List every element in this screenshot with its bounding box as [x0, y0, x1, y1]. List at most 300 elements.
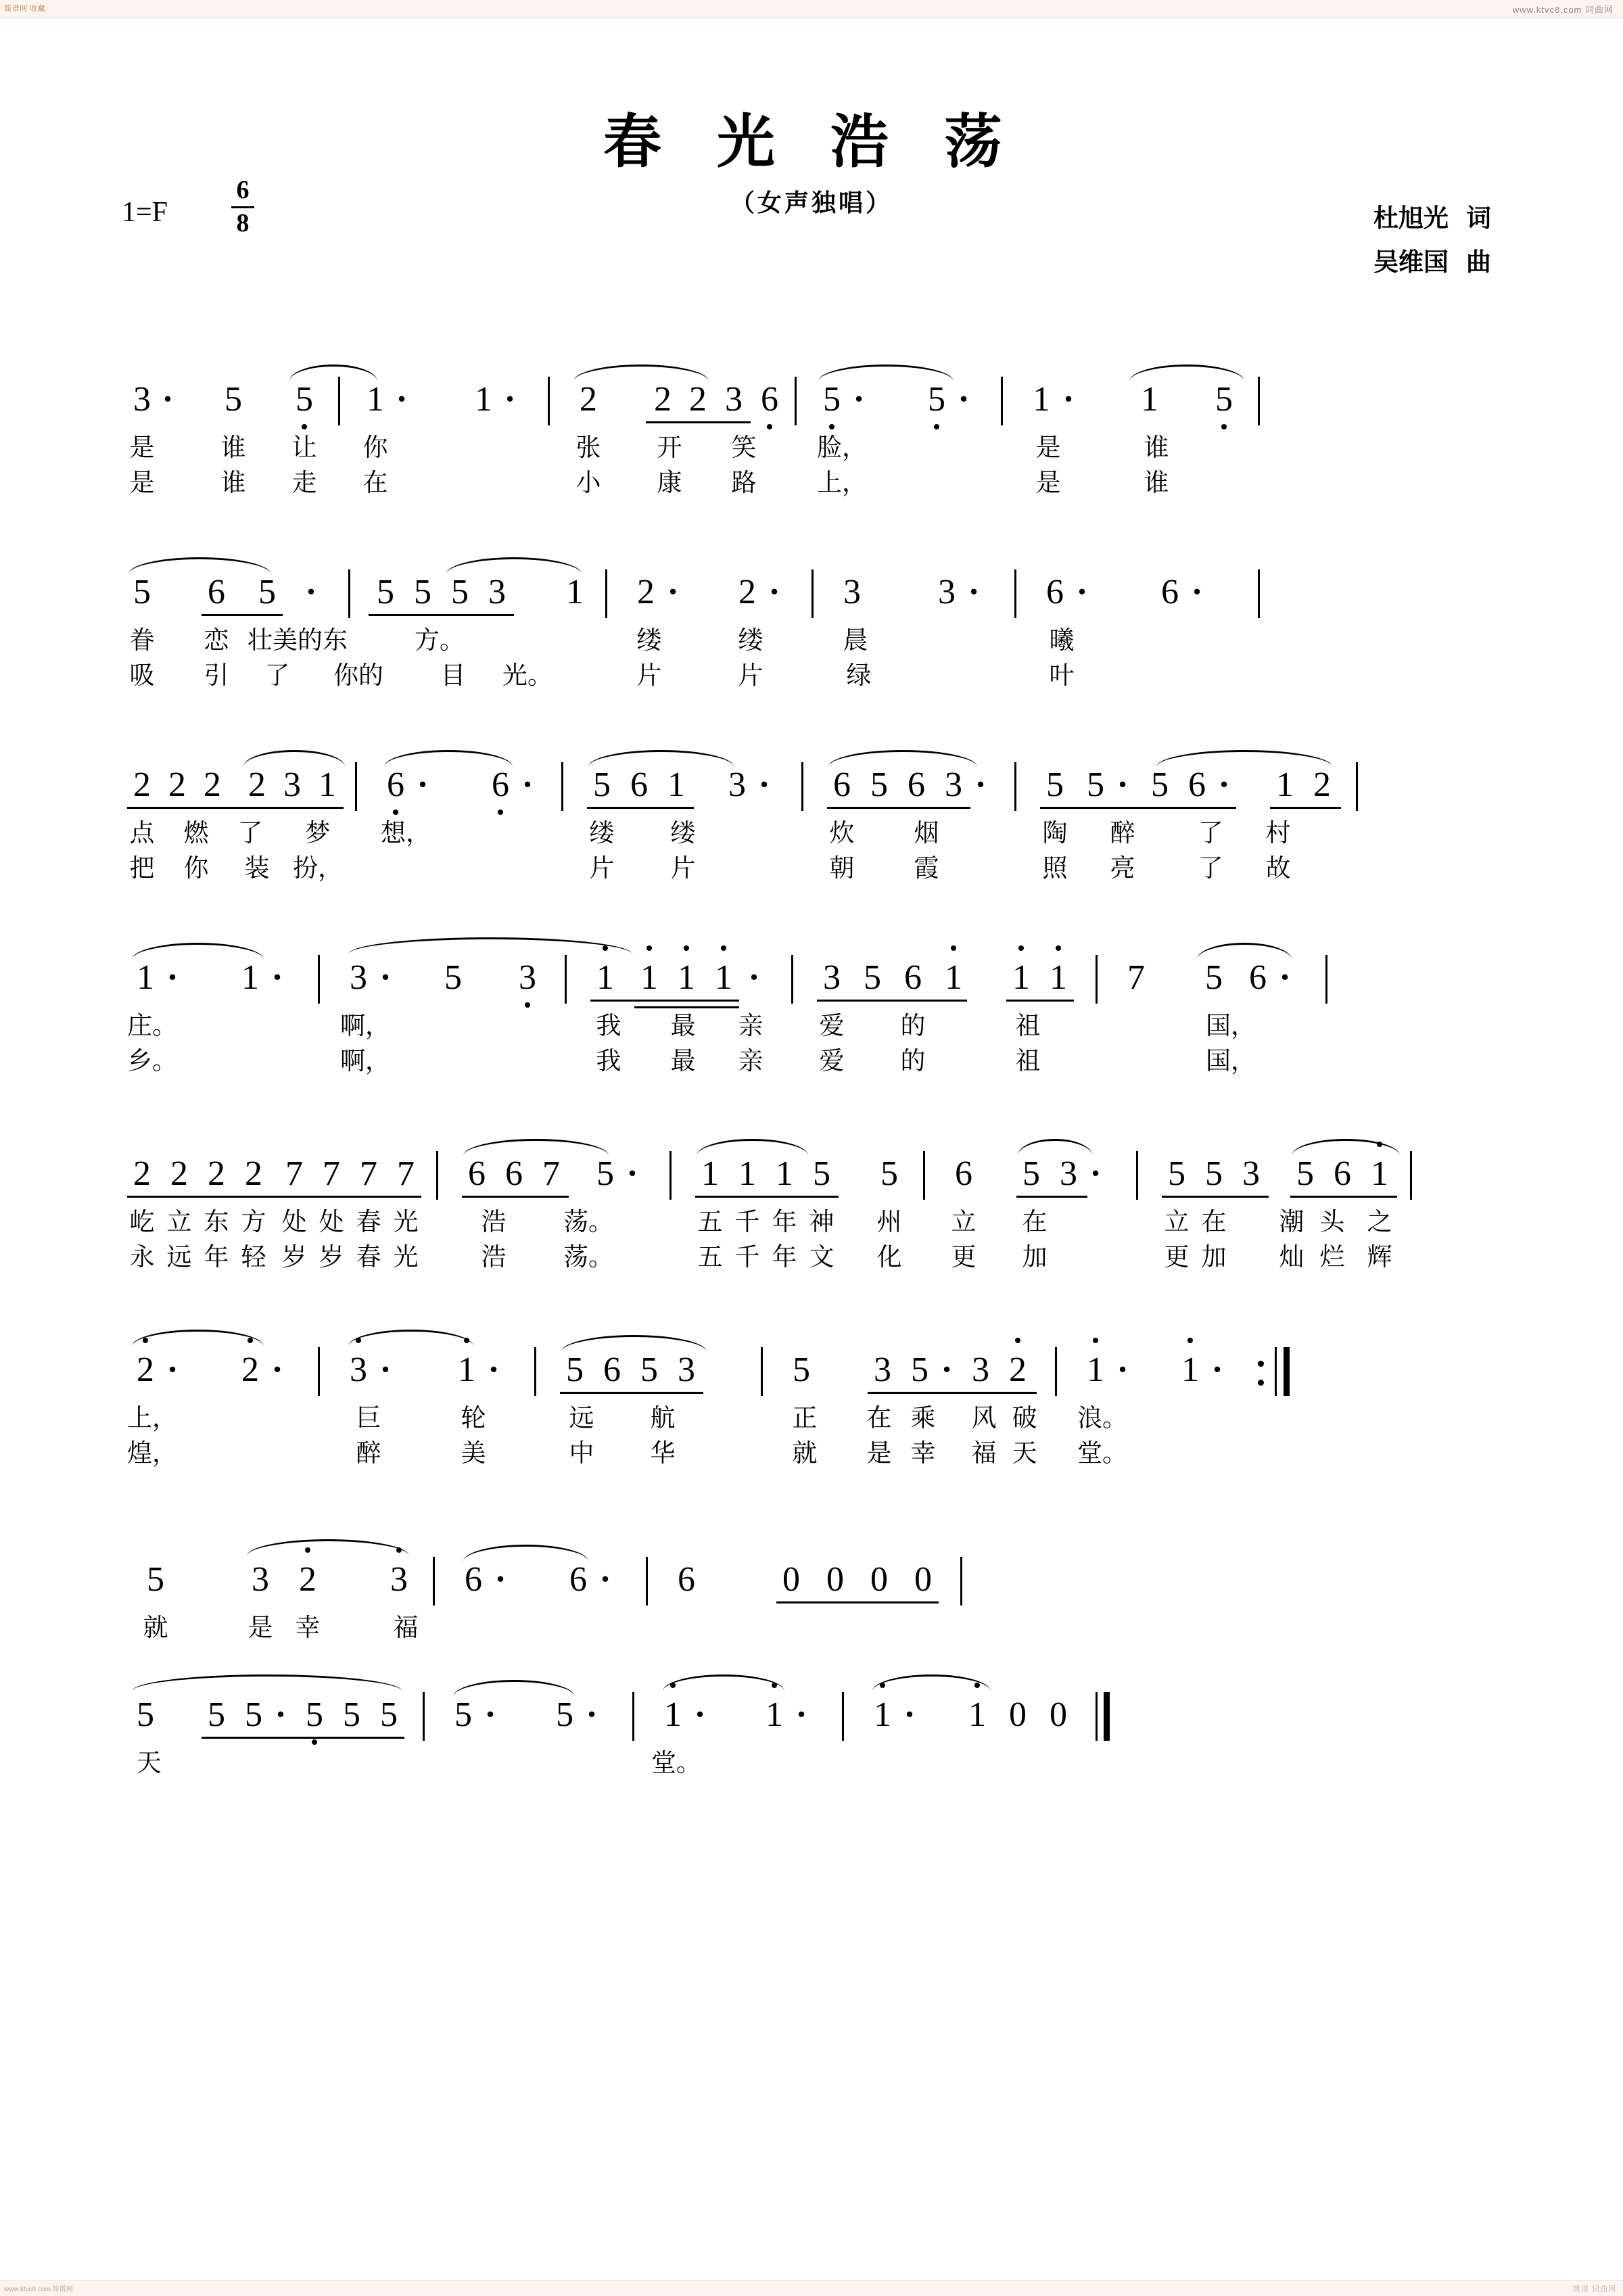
repeat-dot — [1258, 1380, 1264, 1386]
lyric: 故 — [1265, 853, 1291, 883]
note: 6 — [468, 1154, 486, 1193]
lyric: 千 — [734, 1242, 760, 1271]
lyric: 庄。 — [127, 1011, 177, 1040]
lyric: 在 — [866, 1403, 892, 1432]
song-subtitle: （女声独唱） — [730, 189, 893, 217]
lyric: 是 — [866, 1438, 892, 1468]
lyric: 五 — [697, 1242, 723, 1271]
lyric-row-8-verse1 — [115, 1742, 1508, 1777]
note: 5 — [566, 1351, 584, 1389]
lyric: 春 — [356, 1242, 381, 1271]
lyric: 是 — [129, 468, 155, 497]
note: 2 — [204, 766, 221, 804]
lyric: 了 — [1198, 853, 1223, 883]
note: 1 — [241, 958, 259, 997]
lyric: 神 — [809, 1207, 834, 1236]
lyric: 年 — [772, 1207, 797, 1236]
barline — [791, 955, 793, 1004]
lyric: 燃 — [183, 818, 209, 847]
note: 1 — [1181, 1351, 1199, 1389]
lyric: 春 — [356, 1207, 381, 1236]
lyric: 荡。 — [563, 1207, 613, 1236]
lyric: 煌， — [127, 1438, 177, 1468]
lyric: 州 — [876, 1207, 902, 1236]
dot: · — [1191, 573, 1203, 611]
lyric: 永 — [129, 1242, 155, 1271]
note: 6 — [904, 958, 922, 997]
slur — [132, 1674, 402, 1691]
dot: · — [795, 1695, 807, 1734]
note: 6 — [833, 766, 851, 804]
note: 5 — [864, 958, 881, 997]
lyric: 祖 — [1015, 1011, 1041, 1040]
lyric: 浪。 — [1077, 1403, 1127, 1432]
dot: · — [162, 380, 174, 419]
note: 6 — [387, 766, 404, 804]
note: 3 — [823, 958, 841, 997]
dot: · — [488, 1351, 500, 1389]
lyric: 脸， — [817, 433, 867, 462]
composer-line — [1373, 240, 1491, 284]
beam — [868, 1392, 1037, 1394]
beam — [127, 1196, 421, 1198]
beam — [587, 807, 694, 809]
slur — [561, 1335, 707, 1352]
high-octave-dot — [1015, 1338, 1020, 1343]
lyric-row-6-verse1 — [115, 1397, 1508, 1432]
lyric: 了 — [264, 661, 290, 690]
note: 5 — [1168, 1154, 1185, 1193]
dot: · — [271, 958, 283, 997]
note: 1 — [475, 380, 492, 419]
note: 5 — [133, 573, 151, 611]
dot: · — [626, 1154, 638, 1193]
dot: · — [379, 1351, 392, 1389]
lyric-row-7-verse1 — [115, 1607, 1508, 1642]
note: 0 — [870, 1560, 888, 1599]
note: 2 — [689, 380, 707, 419]
dot: · — [504, 380, 516, 419]
dot: · — [1062, 380, 1075, 419]
music-system-1 — [115, 369, 1508, 497]
slur — [132, 1330, 264, 1346]
note: 6 — [955, 1154, 972, 1193]
dot: · — [521, 766, 534, 804]
barline — [1325, 955, 1327, 1004]
note: 3 — [133, 380, 151, 419]
note: 2 — [168, 766, 186, 804]
note: 2 — [1009, 1351, 1027, 1389]
lyric: 点 — [129, 818, 155, 847]
lyric: 张 — [575, 433, 601, 462]
dot: · — [275, 1695, 287, 1734]
lyric: 千 — [734, 1207, 760, 1236]
note: 7 — [323, 1154, 340, 1193]
dot: · — [484, 1695, 496, 1734]
music-system-5 — [115, 1143, 1508, 1271]
note: 5 — [137, 1695, 154, 1734]
note: 5 — [444, 958, 462, 997]
lyric: 谁 — [1144, 433, 1169, 462]
dot: · — [941, 1351, 953, 1389]
note: 5 — [225, 380, 242, 419]
note: 6 — [1161, 573, 1179, 611]
dot: · — [974, 766, 987, 804]
lyric: 小 — [575, 468, 601, 497]
beam — [1162, 1196, 1269, 1198]
bottom-watermark-bar — [0, 2280, 1623, 2296]
barline — [812, 569, 814, 618]
meter-denominator: 8 — [236, 208, 250, 237]
note: 2 — [170, 1154, 188, 1193]
dot: · — [494, 1560, 507, 1599]
note: 6 — [1249, 958, 1267, 997]
lyric: 更 — [951, 1242, 977, 1271]
lyric: 是 — [1035, 433, 1061, 462]
slur — [348, 1330, 473, 1346]
lyric: 在 — [1201, 1207, 1227, 1236]
note: 2 — [137, 1351, 154, 1389]
note: 3 — [390, 1560, 408, 1599]
note: 6 — [492, 766, 509, 804]
lyric: 堂。 — [1077, 1438, 1127, 1468]
note-row-6 — [115, 1339, 1508, 1397]
lyric: 路 — [731, 468, 757, 497]
high-octave-dot — [1187, 1338, 1193, 1343]
note: 0 — [1009, 1695, 1027, 1734]
lyric: 处 — [281, 1207, 307, 1236]
dot: · — [694, 1695, 706, 1734]
beam — [817, 1000, 967, 1002]
lyric-row-4-verse2 — [115, 1040, 1508, 1075]
lyric: 你 — [183, 853, 209, 883]
dot: · — [166, 958, 179, 997]
note: 5 — [147, 1560, 164, 1599]
barline — [423, 1692, 425, 1741]
dot: · — [968, 573, 980, 611]
barline — [433, 1557, 435, 1606]
note: 1 — [458, 1351, 475, 1389]
top-right-watermark: www.ktvc8.com 词曲网 — [1512, 5, 1614, 15]
note: 2 — [133, 766, 151, 804]
beam — [827, 807, 970, 809]
lyric: 就 — [792, 1438, 818, 1468]
barline — [842, 1692, 844, 1741]
note: 1 — [874, 1695, 891, 1734]
note: 1 — [667, 766, 685, 804]
barline — [646, 1557, 648, 1606]
barline — [960, 1557, 962, 1606]
lyric: 东 — [204, 1207, 229, 1236]
note: 5 — [343, 1695, 360, 1734]
lyric-row-1-verse1 — [115, 427, 1508, 462]
note: 5 — [823, 380, 841, 419]
note: 5 — [813, 1154, 830, 1193]
top-left-watermark: 简谱网 收藏 — [4, 5, 46, 13]
lyric: 亲 — [738, 1046, 763, 1075]
note: 2 — [241, 1351, 259, 1389]
barline — [632, 1692, 634, 1741]
note: 5 — [306, 1695, 323, 1734]
lyric: 晨 — [843, 626, 868, 655]
slur — [1018, 1139, 1092, 1156]
lyric: 年 — [772, 1242, 797, 1271]
note: 3 — [972, 1351, 989, 1389]
note: 6 — [630, 766, 648, 804]
lyric: 片 — [636, 661, 662, 690]
barline — [1096, 955, 1098, 1004]
lyric: 岁 — [319, 1242, 344, 1271]
high-octave-dot — [1056, 945, 1061, 951]
note: 5 — [1087, 766, 1104, 804]
lyric: 缕 — [636, 626, 662, 655]
note: 5 — [1296, 1154, 1314, 1193]
lyric: 堂。 — [651, 1748, 701, 1777]
lyric: 装 — [244, 853, 270, 883]
beam — [127, 807, 344, 809]
note: 3 — [728, 766, 746, 804]
lyric: 醉 — [356, 1438, 381, 1468]
lyric: 扮， — [293, 853, 343, 883]
note: 6 — [1046, 573, 1064, 611]
lyric: 目 — [440, 661, 466, 690]
note: 5 — [556, 1695, 573, 1734]
meter-numerator: 6 — [236, 176, 250, 204]
barline — [923, 1151, 925, 1200]
note: 5 — [1151, 766, 1169, 804]
beam — [462, 1196, 569, 1198]
note: 3 — [945, 766, 962, 804]
lyric: 祖 — [1015, 1046, 1041, 1075]
lyric: 中 — [569, 1438, 594, 1468]
note: 7 — [542, 1154, 560, 1193]
beam — [202, 1737, 404, 1739]
bottom-left-watermark: www.ktvc8.com 简谱网 — [4, 2286, 73, 2293]
lyric: 朝 — [829, 853, 855, 883]
note: 5 — [870, 766, 888, 804]
lyric: 立 — [166, 1207, 192, 1236]
lyricist-role: 词 — [1466, 203, 1491, 233]
beam — [590, 1000, 739, 1002]
credits-block — [1373, 196, 1491, 284]
lyric: 处 — [319, 1207, 344, 1236]
music-system-7 — [115, 1549, 1508, 1642]
note: 1 — [319, 766, 336, 804]
lyric: 在 — [1022, 1207, 1048, 1236]
lyric: 的 — [900, 1046, 926, 1075]
lyric: 缕 — [738, 626, 763, 655]
lyric: 烟 — [914, 818, 939, 847]
lyric: 烂 — [1319, 1242, 1345, 1271]
lyric: 照 — [1042, 853, 1068, 883]
slur — [818, 365, 954, 381]
lyric: 光。 — [502, 661, 552, 690]
note: 1 — [640, 958, 658, 997]
lyric: 化 — [876, 1242, 902, 1271]
note-row-4 — [115, 947, 1508, 1005]
note: 1 — [715, 958, 732, 997]
lyric: 谁 — [220, 433, 246, 462]
lyric: 啊， — [340, 1011, 390, 1040]
note: 5 — [1205, 1154, 1223, 1193]
note: 5 — [640, 1351, 658, 1389]
barline — [1014, 569, 1016, 618]
note: 2 — [654, 380, 672, 419]
slur — [243, 750, 345, 767]
note: 1 — [766, 1695, 783, 1734]
note-row-3 — [115, 754, 1508, 812]
lyric: 航 — [650, 1403, 676, 1432]
lyric: 爱 — [819, 1011, 845, 1040]
slur — [588, 750, 734, 767]
note: 2 — [133, 1154, 151, 1193]
lyric: 你 — [362, 433, 388, 462]
note: 5 — [208, 1695, 225, 1734]
note: 5 — [1022, 1154, 1040, 1193]
lyric: 之 — [1367, 1207, 1392, 1236]
lyric: 啊， — [340, 1046, 390, 1075]
note: 3 — [350, 958, 367, 997]
dot: · — [1218, 766, 1230, 804]
note: 1 — [1371, 1154, 1388, 1193]
note: 7 — [397, 1154, 415, 1193]
barline — [436, 1151, 438, 1200]
note: 1 — [137, 958, 154, 997]
note: 2 — [580, 380, 597, 419]
music-system-8 — [115, 1684, 1508, 1777]
barline — [318, 1347, 320, 1396]
note: 1 — [1012, 958, 1030, 997]
note: 2 — [245, 1154, 262, 1193]
note: 5 — [911, 1351, 928, 1389]
barline — [1014, 762, 1016, 811]
lyric-row-1-verse2 — [115, 462, 1508, 497]
lyric: 叶 — [1049, 661, 1075, 690]
lyric: 五 — [697, 1207, 723, 1236]
lyric: 破 — [1012, 1403, 1037, 1432]
note: 1 — [776, 1154, 793, 1193]
key-signature: 1=F — [122, 197, 168, 228]
beam — [560, 1392, 703, 1394]
dot: · — [1116, 766, 1129, 804]
lyric: 你的 — [333, 661, 383, 690]
lyric: 爱 — [819, 1046, 845, 1075]
barline — [1410, 1151, 1412, 1200]
note: 1 — [664, 1695, 682, 1734]
slur — [446, 557, 582, 574]
note: 5 — [258, 573, 276, 611]
lyric: 光 — [393, 1242, 419, 1271]
beam — [202, 614, 283, 616]
barline — [795, 377, 797, 425]
dot: · — [667, 573, 679, 611]
lyric: 轻 — [241, 1242, 266, 1271]
note: 0 — [782, 1560, 800, 1599]
lyric: 幸 — [910, 1438, 936, 1468]
lyric: 炊 — [829, 818, 855, 847]
beam — [1290, 1196, 1397, 1198]
high-octave-dot — [951, 945, 956, 951]
note: 7 — [360, 1154, 377, 1193]
note-row-2 — [115, 561, 1508, 619]
lyric: 立 — [1164, 1207, 1190, 1236]
note: 6 — [465, 1560, 482, 1599]
lyric-row-4-verse1 — [115, 1005, 1508, 1040]
lyric: 谁 — [220, 468, 246, 497]
lyric-row-6-verse2 — [115, 1432, 1508, 1468]
note: 5 — [414, 573, 431, 611]
high-octave-dot — [1018, 945, 1024, 951]
note: 6 — [678, 1560, 695, 1599]
note: 3 — [874, 1351, 891, 1389]
note: 5 — [1215, 380, 1233, 419]
lyric: 光 — [393, 1207, 419, 1236]
note: 5 — [451, 573, 469, 611]
lyric: 是 — [129, 433, 155, 462]
lyric: 天 — [136, 1748, 162, 1777]
note: 2 — [1313, 766, 1331, 804]
barline — [669, 1151, 672, 1200]
lyric: 是 — [1035, 468, 1061, 497]
slur — [697, 1139, 808, 1156]
lyric: 福 — [393, 1613, 419, 1642]
dot: · — [853, 380, 865, 419]
slur — [663, 1674, 784, 1691]
lyric: 把 — [129, 853, 155, 883]
note: 2 — [208, 1154, 225, 1193]
lyric: 片 — [589, 853, 615, 883]
note: 6 — [1334, 1154, 1351, 1193]
lyric-row-5-verse2 — [115, 1236, 1508, 1271]
lyric: 开 — [657, 433, 682, 462]
barline — [1258, 377, 1260, 425]
barline — [355, 762, 357, 811]
slur — [289, 365, 377, 381]
barline — [1356, 762, 1358, 811]
song-title: 春 光 浩 荡 — [603, 108, 1020, 176]
lyric: 浩 — [481, 1207, 507, 1236]
lyric: 风 — [971, 1403, 997, 1432]
slur — [348, 937, 632, 954]
dot: · — [758, 766, 770, 804]
high-octave-dot — [1093, 1338, 1098, 1343]
top-watermark-bar — [0, 0, 1623, 18]
lyric: 曦 — [1049, 626, 1075, 655]
lyric: 我 — [596, 1046, 621, 1075]
lyric: 缕 — [589, 818, 615, 847]
repeat-end-barline — [1284, 1347, 1290, 1396]
lyric: 方 — [241, 1207, 266, 1236]
beam — [646, 421, 751, 423]
note: 3 — [725, 380, 743, 419]
note: 5 — [793, 1351, 810, 1389]
lyric-row-2-verse2 — [115, 655, 1508, 690]
lyric: 壮美的东 — [248, 626, 348, 655]
note: 6 — [1188, 766, 1206, 804]
music-system-4 — [115, 947, 1508, 1075]
note: 6 — [761, 380, 778, 419]
dot: · — [1089, 1154, 1102, 1193]
lyric: 福 — [971, 1438, 997, 1468]
lyric: 屹 — [129, 1207, 155, 1236]
lyric: 霞 — [914, 853, 939, 883]
note: 1 — [701, 1154, 719, 1193]
note: 5 — [928, 380, 945, 419]
note: 5 — [245, 1695, 262, 1734]
dot: · — [586, 1695, 598, 1734]
dot: · — [417, 766, 429, 804]
repeat-dot — [1258, 1361, 1264, 1367]
